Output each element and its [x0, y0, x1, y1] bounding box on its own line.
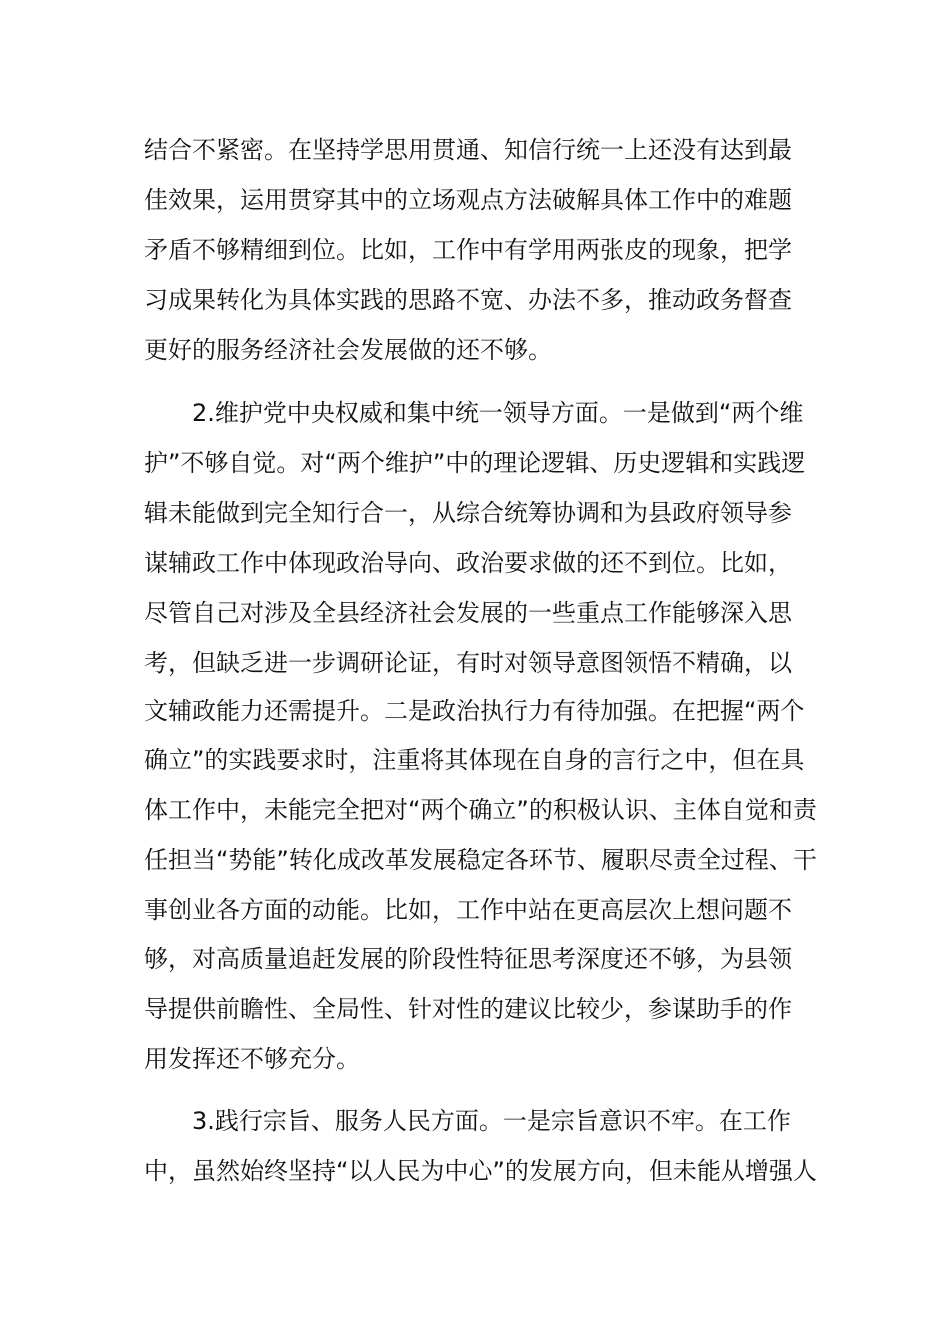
text-line: 更好的服务经济社会发展做的还不够。	[144, 336, 552, 364]
text-line: 护”不够自觉。对“两个维护”中的理论逻辑、历史逻辑和实践逻	[144, 449, 806, 477]
text-line: 考，但缺乏进一步调研论证，有时对领导意图领悟不精确，以	[144, 649, 792, 677]
text-line: 习成果转化为具体实践的思路不宽、办法不多，推动政务督查	[144, 286, 792, 314]
text-line: 文辅政能力还需提升。二是政治执行力有待加强。在把握“两个	[144, 697, 805, 725]
text-line: 谋辅政工作中体现政治导向、政治要求做的还不到位。比如，	[144, 549, 792, 577]
text-line: 够，对高质量追赶发展的阶段性特征思考深度还不够，为县领	[144, 945, 792, 973]
text-line: 辑未能做到完全知行合一，从综合统筹协调和为县政府领导参	[144, 499, 792, 527]
text-line: 任担当“势能”转化成改革发展稳定各环节、履职尽责全过程、干	[144, 846, 817, 874]
paragraph-2-first-line: 2.维护党中央权威和集中统一领导方面。一是做到“两个维	[192, 399, 804, 427]
text-line: 中，虽然始终坚持“以人民为中心”的发展方向，但未能从增强人	[144, 1157, 817, 1185]
text-line: 事创业各方面的动能。比如，工作中站在更高层次上想问题不	[144, 896, 792, 924]
text-line: 体工作中，未能完全把对“两个确立”的积极认识、主体自觉和责	[144, 796, 817, 824]
text-line: 用发挥还不够充分。	[144, 1045, 360, 1073]
text-line: 尽管自己对涉及全县经济社会发展的一些重点工作能够深入思	[144, 599, 792, 627]
text-line: 佳效果，运用贯穿其中的立场观点方法破解具体工作中的难题	[144, 186, 792, 214]
text-line: 矛盾不够精细到位。比如，工作中有学用两张皮的现象，把学	[144, 236, 792, 264]
text-line: 导提供前瞻性、全局性、针对性的建议比较少，参谋助手的作	[144, 995, 792, 1023]
paragraph-3-first-line: 3.践行宗旨、服务人民方面。一是宗旨意识不牢。在工作	[192, 1107, 791, 1135]
text-line: 结合不紧密。在坚持学思用贯通、知信行统一上还没有达到最	[144, 136, 792, 164]
text-line: 确立”的实践要求时，注重将其体现在自身的言行之中，但在具	[144, 746, 805, 774]
